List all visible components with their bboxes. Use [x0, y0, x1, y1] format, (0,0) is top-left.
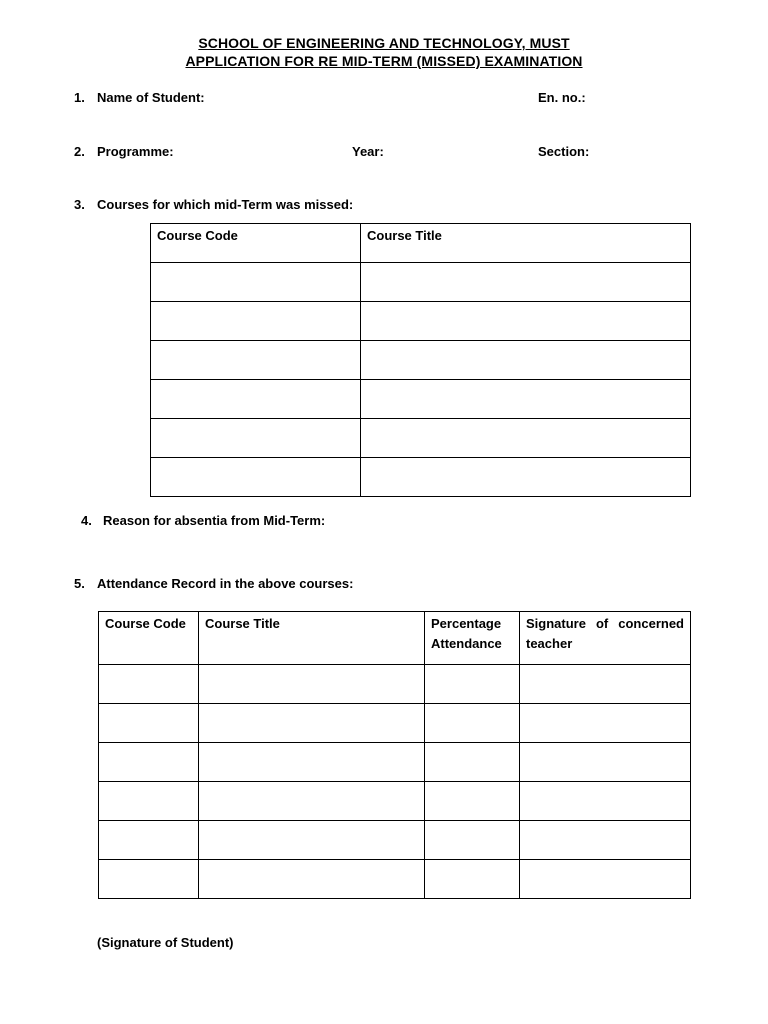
- course-title-cell[interactable]: [361, 419, 691, 458]
- att-pct-cell[interactable]: [425, 743, 520, 782]
- attendance-record-label: Attendance Record in the above courses:: [97, 576, 354, 591]
- table-row: [151, 419, 691, 458]
- att-title-cell[interactable]: [199, 782, 425, 821]
- teacher-signature-header: Signature of concerned teacher: [520, 612, 691, 665]
- table-row: [151, 341, 691, 380]
- table-row: [99, 782, 691, 821]
- percentage-attendance-header: Percentage Attendance: [425, 612, 520, 665]
- reason-absentia-label: Reason for absentia from Mid-Term:: [103, 513, 326, 528]
- att-sig-cell[interactable]: [520, 860, 691, 899]
- att-pct-cell[interactable]: [425, 782, 520, 821]
- att-title-cell[interactable]: [199, 860, 425, 899]
- att-sig-cell[interactable]: [520, 665, 691, 704]
- course-title-cell[interactable]: [361, 263, 691, 302]
- att-sig-cell[interactable]: [520, 821, 691, 860]
- name-of-student-label: Name of Student:: [97, 90, 205, 105]
- course-title-header: Course Title: [361, 224, 691, 263]
- att-title-cell[interactable]: [199, 821, 425, 860]
- year-label: Year:: [352, 144, 384, 159]
- table-row: [99, 704, 691, 743]
- courses-missed-table: [150, 223, 691, 497]
- item3-number: 3.: [74, 197, 85, 212]
- table-row: [99, 821, 691, 860]
- att-code-cell[interactable]: [99, 704, 199, 743]
- att-pct-cell[interactable]: [425, 704, 520, 743]
- att-code-cell[interactable]: [99, 860, 199, 899]
- courses-header-row: [151, 224, 691, 263]
- attendance-record-table: [98, 611, 691, 899]
- course-code-cell[interactable]: [151, 380, 361, 419]
- att-title-cell[interactable]: [199, 704, 425, 743]
- att-sig-cell[interactable]: [520, 704, 691, 743]
- programme-label: Programme:: [97, 144, 174, 159]
- att-pct-cell[interactable]: [425, 821, 520, 860]
- item2-number: 2.: [74, 144, 85, 159]
- course-title-cell[interactable]: [361, 341, 691, 380]
- att-code-cell[interactable]: [99, 665, 199, 704]
- course-title-cell[interactable]: [361, 302, 691, 341]
- item4-number: 4.: [81, 513, 92, 528]
- student-signature-label: (Signature of Student): [97, 935, 234, 950]
- form-title-line2: APPLICATION FOR RE MID-TERM (MISSED) EXAMINATION: [185, 53, 583, 69]
- item1-number: 1.: [74, 90, 85, 105]
- table-row: [151, 263, 691, 302]
- table-row: [99, 743, 691, 782]
- enrollment-number-label: En. no.:: [538, 90, 586, 105]
- course-code-cell[interactable]: [151, 458, 361, 497]
- table-row: [151, 380, 691, 419]
- att-sig-cell[interactable]: [520, 743, 691, 782]
- course-title-cell[interactable]: [361, 380, 691, 419]
- course-code-cell[interactable]: [151, 302, 361, 341]
- att-code-cell[interactable]: [99, 821, 199, 860]
- att-pct-cell[interactable]: [425, 860, 520, 899]
- course-code-header: Course Code: [151, 224, 361, 263]
- att-title-cell[interactable]: [199, 665, 425, 704]
- courses-missed-label: Courses for which mid-Term was missed:: [97, 197, 354, 212]
- table-row: [151, 302, 691, 341]
- course-code-cell[interactable]: [151, 263, 361, 302]
- att-code-cell[interactable]: [99, 782, 199, 821]
- section-label: Section:: [538, 144, 590, 159]
- attendance-header-row: [99, 612, 691, 665]
- table-row: [99, 665, 691, 704]
- table-row: [151, 458, 691, 497]
- att-sig-cell[interactable]: [520, 782, 691, 821]
- att-course-title-header: Course Title: [199, 612, 425, 665]
- course-code-cell[interactable]: [151, 419, 361, 458]
- item5-number: 5.: [74, 576, 85, 591]
- table-row: [99, 860, 691, 899]
- att-pct-cell[interactable]: [425, 665, 520, 704]
- att-title-cell[interactable]: [199, 743, 425, 782]
- form-title-line1: SCHOOL OF ENGINEERING AND TECHNOLOGY, MUST: [198, 35, 570, 51]
- course-title-cell[interactable]: [361, 458, 691, 497]
- att-code-cell[interactable]: [99, 743, 199, 782]
- att-course-code-header: Course Code: [99, 612, 199, 665]
- course-code-cell[interactable]: [151, 341, 361, 380]
